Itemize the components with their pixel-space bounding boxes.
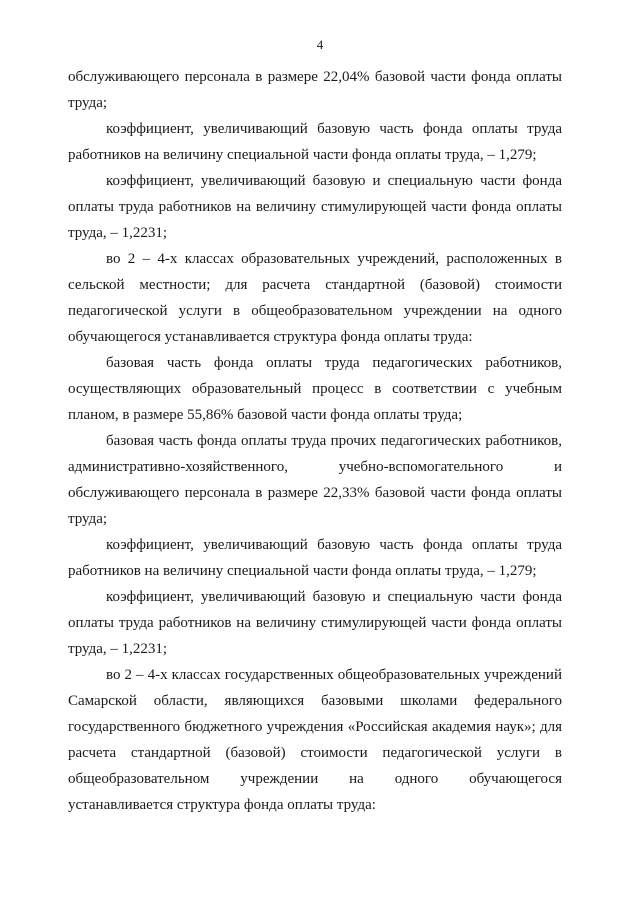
paragraph-6: базовая часть фонда оплаты труда прочих педагогических работников, административно-хозяйственного, учебно-вспомогательного и обслуживающего персонала в размере 22,33% базовой части фонда оплаты труда; bbox=[68, 433, 562, 527]
page-number: 4 bbox=[316, 37, 324, 52]
paragraph-4: во 2 – 4-х классах образовательных учреждений, расположенных в сельской местности; для расчета стандартной (базовой) стоимости педагогической услуги в общеобразовательном учреждении на одного обучающегося устанавливается структура фонда оплаты труда: bbox=[68, 251, 562, 345]
paragraph-8: коэффициент, увеличивающий базовую и специальную части фонда оплаты труда работников на величину стимулирующей части фонда оплаты труда, – 1,2231; bbox=[68, 589, 562, 657]
paragraph-9: во 2 – 4-х классах государственных общеобразовательных учреждений Самарской области, являющихся базовыми школами федерального государственного бюджетного учреждения «Российская академия наук»; для расчета стандартной (базовой) стоимости педагогической услуги в общеобразовательном учреждении на одного обучающегося устанавливается структура фонда оплаты труда: bbox=[68, 667, 562, 813]
paragraph-7: коэффициент, увеличивающий базовую часть фонда оплаты труда работников на величину специальной части фонда оплаты труда, – 1,279; bbox=[68, 537, 562, 579]
paragraph-1: обслуживающего персонала в размере 22,04% базовой части фонда оплаты труда; bbox=[68, 69, 562, 111]
paragraph-2: коэффициент, увеличивающий базовую часть фонда оплаты труда работников на величину специальной части фонда оплаты труда, – 1,279; bbox=[68, 121, 562, 163]
paragraph-3: коэффициент, увеличивающий базовую и специальную части фонда оплаты труда работников на величину стимулирующей части фонда оплаты труда, – 1,2231; bbox=[68, 173, 562, 241]
document-body bbox=[68, 64, 562, 818]
paragraph-5: базовая часть фонда оплаты труда педагогических работников, осуществляющих образовательный процесс в соответствии с учебным планом, в размере 55,86% базовой части фонда оплаты труда; bbox=[68, 355, 562, 423]
